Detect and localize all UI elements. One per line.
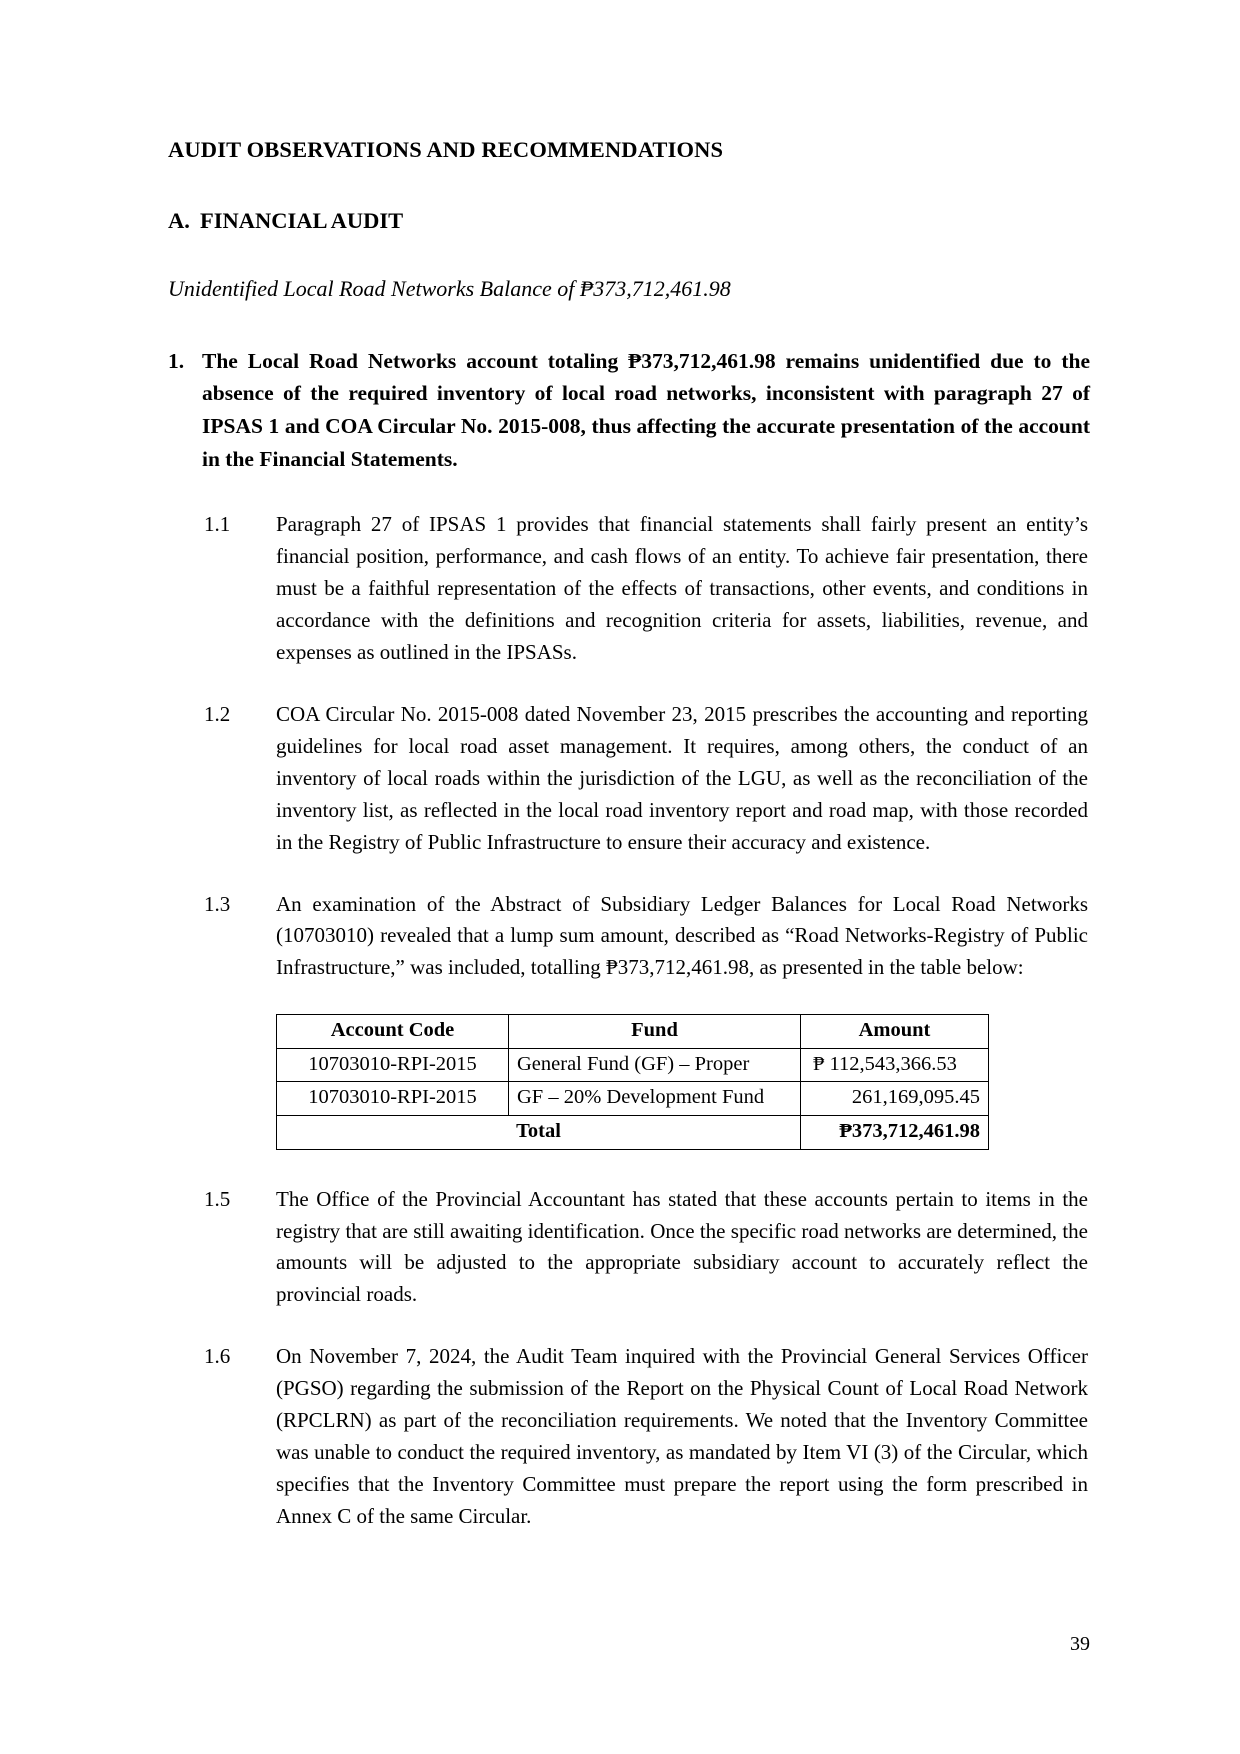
paragraph-text: The Office of the Provincial Accountant has stated that these accounts pertain to items in the registry that are still awaiting identification. Once the specific road networks are determined, the amounts will be adjusted to the appropriate subsidiary account to accurately reflect the provincial roads.	[276, 1186, 1088, 1307]
page-title: AUDIT OBSERVATIONS AND RECOMMENDATIONS	[168, 137, 724, 162]
finding-subtitle: Unidentified Local Road Networks Balance of ₱373,712,461.98	[168, 275, 731, 301]
finding-block	[168, 345, 1090, 476]
paragraph-number: 1.1	[204, 512, 231, 537]
cell-fund: General Fund (GF) – Proper	[509, 1048, 801, 1082]
section-title: FINANCIAL AUDIT	[200, 207, 404, 233]
cell-amount: ₱ 112,543,366.53	[801, 1048, 989, 1082]
cell-account-code: 10703010-RPI-2015	[277, 1048, 509, 1082]
table-row	[277, 1082, 989, 1116]
finding-statement: The Local Road Networks account totaling ₱373,712,461.98 remains unidentified due to the absence of the required inventory of local road networks, inconsistent with paragraph 27 of IPSAS 1 and COA Circular No. 2015-008, thus affecting the accurate presentation of the account in the Financial Statements.	[202, 348, 1090, 471]
cell-total-label: Total	[277, 1116, 801, 1150]
table-header-row	[277, 1015, 989, 1049]
cell-account-code: 10703010-RPI-2015	[277, 1082, 509, 1116]
paragraph-1-3	[168, 889, 1090, 985]
subsidiary-ledger-table-wrapper	[168, 1014, 1090, 1149]
table-total-row	[277, 1116, 989, 1150]
paragraph-number: 1.5	[204, 1186, 231, 1211]
paragraph-text: On November 7, 2024, the Audit Team inquired with the Provincial General Services Officer (PGSO) regarding the submission of the Report on the Physical Count of Local Road Network (RPCLRN) as part of the reconciliation requirements. We noted that the Inventory Committee was unable to conduct the required inventory, as mandated by Item VI (3) of the Circular, which specifies that the Inventory Committee must prepare the report using the form prescribed in Annex C of the same Circular.	[276, 1344, 1088, 1528]
paragraph-text: COA Circular No. 2015-008 dated November 23, 2015 prescribes the accounting and reporting guidelines for local road asset management. It requires, among others, the conduct of an inventory of local roads within the jurisdiction of the LGU, as well as the reconciliation of the inventory list, as reflected in the local road inventory report and road map, with those recorded in the Registry of Public Infrastructure to ensure their accuracy and existence.	[276, 702, 1088, 854]
paragraph-1-6	[168, 1341, 1090, 1532]
paragraph-1-5	[168, 1184, 1090, 1312]
paragraph-1-1	[168, 509, 1090, 669]
paragraph-number: 1.3	[204, 891, 231, 916]
column-header-amount: Amount	[801, 1015, 989, 1049]
paragraph-text: Paragraph 27 of IPSAS 1 provides that financial statements shall fairly present an entity’s financial position, performance, and cash flows of an entity. To achieve fair presentation, there must be a faithful representation of the effects of transactions, other events, and conditions in accordance with the definitions and recognition criteria for assets, liabilities, revenue, and expenses as outlined in the IPSASs.	[276, 512, 1088, 665]
section-letter: A.	[168, 207, 190, 233]
paragraph-text: An examination of the Abstract of Subsidiary Ledger Balances for Local Road Networks (10703010) revealed that a lump sum amount, described as “Road Networks-Registry of Public Infrastructure,” was included, totalling ₱373,712,461.98, as presented in the table below:	[276, 891, 1088, 980]
cell-fund: GF – 20% Development Fund	[509, 1082, 801, 1116]
column-header-fund: Fund	[509, 1015, 801, 1049]
cell-total-amount: ₱373,712,461.98	[801, 1116, 989, 1150]
paragraph-number: 1.2	[204, 702, 231, 727]
subsidiary-ledger-table	[276, 1014, 989, 1149]
column-header-account-code: Account Code	[277, 1015, 509, 1049]
finding-number: 1.	[168, 348, 185, 373]
page-number: 39	[1070, 1633, 1090, 1655]
table-row	[277, 1048, 989, 1082]
section-heading	[168, 209, 1090, 234]
paragraph-1-2	[168, 699, 1090, 859]
paragraph-number: 1.6	[204, 1344, 231, 1369]
cell-amount: 261,169,095.45	[801, 1082, 989, 1116]
